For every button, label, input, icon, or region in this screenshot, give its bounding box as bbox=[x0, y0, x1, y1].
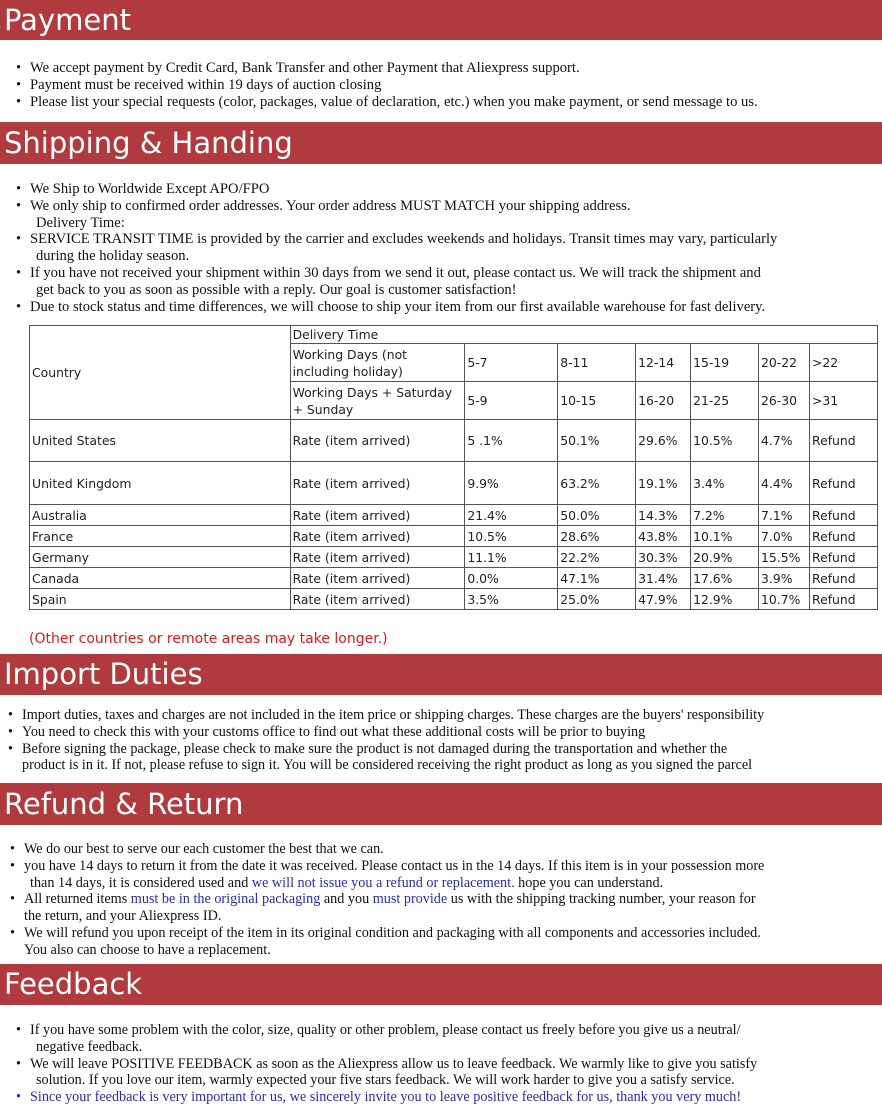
table-cell: 12.9% bbox=[691, 589, 759, 610]
table-cell: Germany bbox=[30, 547, 291, 568]
table-cell: 47.9% bbox=[636, 589, 691, 610]
working-days-label: Working Days (not including holiday) bbox=[290, 344, 465, 382]
table-cell: 50.1% bbox=[558, 420, 636, 462]
remote-areas-note: (Other countries or remote areas may take longer.) bbox=[29, 631, 388, 647]
table-cell: 20.9% bbox=[691, 547, 759, 568]
weekend-days-label: Working Days + Saturday + Sunday bbox=[290, 382, 465, 420]
table-cell: Rate (item arrived) bbox=[290, 462, 465, 505]
list-item: negative feedback. bbox=[36, 1038, 143, 1055]
list-item: • you have 14 days to return it from the date it was received. Please contact us in the 14 days. If this item is in your possession more bbox=[10, 858, 764, 875]
table-cell: 3.4% bbox=[691, 462, 759, 505]
table-cell: Refund bbox=[810, 547, 878, 568]
table-cell: United Kingdom bbox=[30, 462, 291, 505]
shipping-list bbox=[16, 181, 777, 315]
payment-header bbox=[0, 0, 882, 40]
table-cell: 7.1% bbox=[759, 505, 810, 526]
table-cell: 30.3% bbox=[636, 547, 691, 568]
country-header: Country bbox=[30, 326, 291, 420]
import-duties-title: Import Duties bbox=[4, 657, 203, 691]
list-item: • We will leave POSITIVE FEEDBACK as soon as the Aliexpress allow us to leave feedback. We warmly like to give you satisfy bbox=[16, 1056, 757, 1073]
list-item: • Import duties, taxes and charges are not included in the item price or shipping charges. These charges are the buyers' responsibility bbox=[8, 707, 764, 724]
table-cell: 50.0% bbox=[558, 505, 636, 526]
table-cell: 3.9% bbox=[759, 568, 810, 589]
table-cell: 10.5% bbox=[691, 420, 759, 462]
table-cell: 15-19 bbox=[691, 344, 759, 382]
table-cell: >22 bbox=[810, 344, 878, 382]
table-cell: Australia bbox=[30, 505, 291, 526]
table-row bbox=[30, 589, 878, 610]
feedback-header bbox=[0, 964, 882, 1005]
payment-title: Payment bbox=[4, 2, 131, 37]
table-cell: Rate (item arrived) bbox=[290, 568, 465, 589]
list-item: • We only ship to confirmed order addresses. Your order address MUST MATCH your shipping address. bbox=[16, 198, 777, 215]
table-cell: 17.6% bbox=[691, 568, 759, 589]
delivery-table bbox=[29, 325, 878, 610]
table-cell: Rate (item arrived) bbox=[290, 589, 465, 610]
list-item: • You need to check this with your customs office to find out what these additional costs will be prior to buying bbox=[8, 724, 764, 741]
table-cell: 31.4% bbox=[636, 568, 691, 589]
table-cell: 29.6% bbox=[636, 420, 691, 462]
list-item: • Payment must be received within 19 days of auction closing bbox=[16, 77, 758, 94]
table-row bbox=[30, 568, 878, 589]
table-cell: 0.0% bbox=[465, 568, 558, 589]
table-cell: Spain bbox=[30, 589, 291, 610]
table-cell: 21-25 bbox=[691, 382, 759, 420]
table-cell: 15.5% bbox=[759, 547, 810, 568]
list-item: • If you have not received your shipment within 30 days from we send it out, please contact us. We will track the shipment and bbox=[16, 265, 777, 282]
feedback-title: Feedback bbox=[4, 967, 143, 1001]
list-item: • Due to stock status and time differences, we will choose to ship your item from our first available warehouse for fast delivery. bbox=[16, 299, 777, 316]
table-cell: Refund bbox=[810, 526, 878, 547]
refund-return-header bbox=[0, 783, 882, 825]
table-cell: 19.1% bbox=[636, 462, 691, 505]
table-row bbox=[30, 420, 878, 462]
table-cell: 10.1% bbox=[691, 526, 759, 547]
list-item: • If you have some problem with the color, size, quality or other problem, please contact us freely before you give us a neutral/ bbox=[16, 1022, 757, 1039]
table-cell: 20-22 bbox=[759, 344, 810, 382]
table-cell: Refund bbox=[810, 420, 878, 462]
list-item: the return, and your Aliexpress ID. bbox=[24, 908, 222, 925]
list-item: • We will refund you upon receipt of the item in its original condition and packaging with all components and accessories included. bbox=[10, 925, 764, 942]
table-cell: 14.3% bbox=[636, 505, 691, 526]
list-item: • We do our best to serve our each customer the best that we can. bbox=[10, 841, 764, 858]
list-item: solution. If you love our item, warmly expected your five stars feedback. We will work harder to give you a satisfy service. bbox=[36, 1072, 735, 1089]
payment-list bbox=[16, 60, 758, 110]
refund-return-list bbox=[10, 841, 764, 959]
table-cell: 5 .1% bbox=[465, 420, 558, 462]
list-item: • All returned items must be in the original packaging and you must provide us with the shipping tracking number, your reason for bbox=[10, 891, 764, 908]
list-item: than 14 days, it is considered used and we will not issue you a refund or replacement. hope you can understand. bbox=[30, 874, 664, 891]
table-cell: 10.7% bbox=[759, 589, 810, 610]
table-cell: 22.2% bbox=[558, 547, 636, 568]
table-cell: 43.8% bbox=[636, 526, 691, 547]
table-cell: 11.1% bbox=[465, 547, 558, 568]
table-cell: Refund bbox=[810, 589, 878, 610]
table-cell: Refund bbox=[810, 568, 878, 589]
table-row bbox=[30, 547, 878, 568]
table-cell: Rate (item arrived) bbox=[290, 526, 465, 547]
table-cell: 10.5% bbox=[465, 526, 558, 547]
feedback-list bbox=[16, 1022, 757, 1106]
table-cell: 9.9% bbox=[465, 462, 558, 505]
table-cell: Rate (item arrived) bbox=[290, 547, 465, 568]
list-item: get back to you as soon as possible with a reply. Our goal is customer satisfaction! bbox=[36, 281, 517, 298]
table-cell: 47.1% bbox=[558, 568, 636, 589]
table-cell: 7.2% bbox=[691, 505, 759, 526]
import-duties-header bbox=[0, 654, 882, 695]
table-cell: 26-30 bbox=[759, 382, 810, 420]
shipping-header bbox=[0, 122, 882, 164]
list-item: • SERVICE TRANSIT TIME is provided by the carrier and excludes weekends and holidays. Transit times may vary, particularly bbox=[16, 231, 777, 248]
table-cell: 5-7 bbox=[465, 344, 558, 382]
table-cell: 63.2% bbox=[558, 462, 636, 505]
import-duties-list bbox=[8, 707, 764, 774]
table-cell: Rate (item arrived) bbox=[290, 420, 465, 462]
table-cell: 16-20 bbox=[636, 382, 691, 420]
list-item: Delivery Time: bbox=[36, 214, 125, 231]
table-cell: 3.5% bbox=[465, 589, 558, 610]
list-item: product is in it. If not, please refuse to sign it. You will be considered receiving the right product as long as you signed the parcel bbox=[22, 757, 753, 774]
table-cell: 25.0% bbox=[558, 589, 636, 610]
table-row bbox=[30, 462, 878, 505]
list-item: • Before signing the package, please check to make sure the product is not damaged during the transportation and whether the bbox=[8, 741, 764, 758]
table-cell: Refund bbox=[810, 462, 878, 505]
list-item: during the holiday season. bbox=[36, 248, 190, 265]
table-cell: 21.4% bbox=[465, 505, 558, 526]
table-cell: 4.7% bbox=[759, 420, 810, 462]
table-row bbox=[30, 526, 878, 547]
table-cell: Refund bbox=[810, 505, 878, 526]
table-cell: 12-14 bbox=[636, 344, 691, 382]
list-item: • We Ship to Worldwide Except APO/FPO bbox=[16, 181, 777, 198]
list-item: You also can choose to have a replacement. bbox=[24, 941, 271, 958]
list-item: • We accept payment by Credit Card, Bank Transfer and other Payment that Aliexpress support. bbox=[16, 60, 758, 77]
list-item: • Since your feedback is very important for us, we sincerely invite you to leave positive feedback for us, thank you very much! bbox=[16, 1089, 757, 1106]
table-cell: 5-9 bbox=[465, 382, 558, 420]
table-cell: 7.0% bbox=[759, 526, 810, 547]
table-cell: 28.6% bbox=[558, 526, 636, 547]
table-cell: Canada bbox=[30, 568, 291, 589]
table-cell: 4.4% bbox=[759, 462, 810, 505]
table-cell: France bbox=[30, 526, 291, 547]
table-cell: >31 bbox=[810, 382, 878, 420]
table-cell: United States bbox=[30, 420, 291, 462]
refund-return-title: Refund & Return bbox=[4, 786, 244, 821]
table-row bbox=[30, 505, 878, 526]
table-cell: 10-15 bbox=[558, 382, 636, 420]
delivery-time-header: Delivery Time bbox=[290, 326, 877, 344]
table-cell: 8-11 bbox=[558, 344, 636, 382]
shipping-title: Shipping & Handing bbox=[4, 125, 293, 160]
list-item: • Please list your special requests (color, packages, value of declaration, etc.) when you make payment, or send message to us. bbox=[16, 94, 758, 111]
table-cell: Rate (item arrived) bbox=[290, 505, 465, 526]
